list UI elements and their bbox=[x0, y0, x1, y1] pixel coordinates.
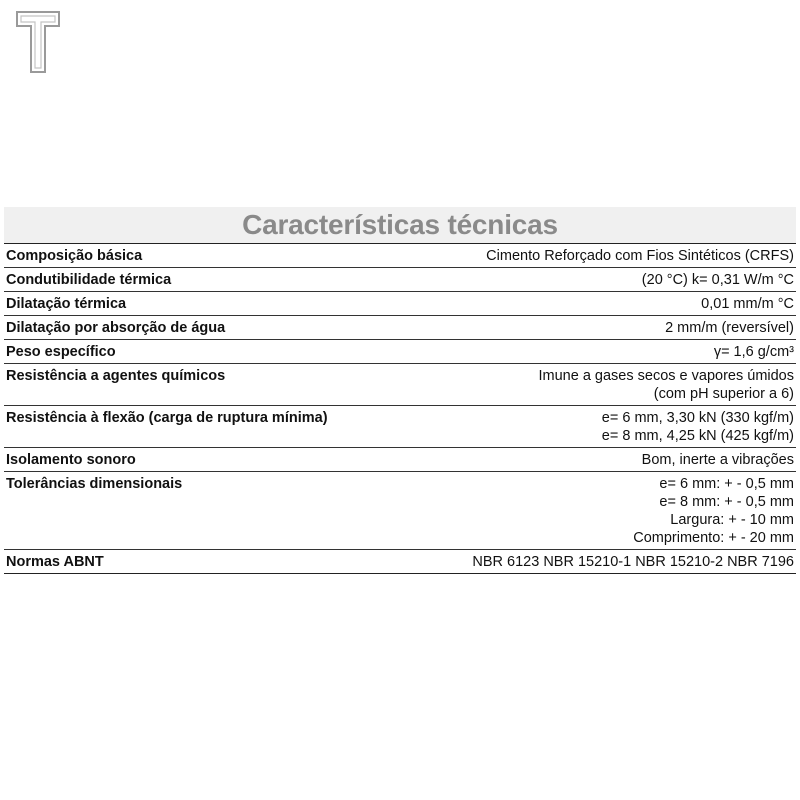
spec-value bbox=[368, 292, 796, 316]
spec-value-line: γ= 1,6 g/cm³ bbox=[713, 344, 794, 360]
spec-label: Tolerâncias dimensionais bbox=[4, 472, 368, 550]
spec-row bbox=[4, 406, 796, 448]
spec-value-line: (20 °C) k= 0,31 W/m °C bbox=[641, 272, 794, 288]
spec-row bbox=[4, 268, 796, 292]
spec-value-line: e= 8 mm: + - 0,5 mm bbox=[659, 494, 794, 510]
spec-value-line: (com pH superior a 6) bbox=[653, 386, 794, 402]
brand-logo-icon bbox=[15, 10, 61, 74]
spec-value bbox=[368, 340, 796, 364]
spec-value bbox=[368, 448, 796, 472]
spec-label: Isolamento sonoro bbox=[4, 448, 368, 472]
spec-label: Resistência a agentes químicos bbox=[4, 364, 368, 406]
spec-row bbox=[4, 340, 796, 364]
spec-value-line: e= 8 mm, 4,25 kN (425 kgf/m) bbox=[601, 428, 794, 444]
spec-value-line: 0,01 mm/m °C bbox=[701, 296, 794, 312]
spec-label: Peso específico bbox=[4, 340, 368, 364]
spec-row bbox=[4, 550, 796, 574]
spec-value-line: Imune a gases secos e vapores úmidos bbox=[538, 368, 794, 384]
specs-title: Características técnicas bbox=[4, 207, 796, 244]
spec-row bbox=[4, 292, 796, 316]
spec-label: Dilatação por absorção de água bbox=[4, 316, 368, 340]
spec-value-line: NBR 6123 NBR 15210-1 NBR 15210-2 NBR 7196 bbox=[472, 554, 794, 570]
spec-value-line: Comprimento: + - 20 mm bbox=[633, 530, 794, 546]
spec-row bbox=[4, 364, 796, 406]
spec-value bbox=[368, 244, 796, 268]
spec-row bbox=[4, 448, 796, 472]
spec-value-line: Largura: + - 10 mm bbox=[670, 512, 794, 528]
spec-value bbox=[368, 316, 796, 340]
spec-value bbox=[368, 472, 796, 550]
spec-value bbox=[368, 268, 796, 292]
spec-value-line: 2 mm/m (reversível) bbox=[665, 320, 794, 336]
spec-value-line: e= 6 mm: + - 0,5 mm bbox=[659, 476, 794, 492]
spec-label: Resistência à flexão (carga de ruptura mínima) bbox=[4, 406, 368, 448]
specs-table bbox=[4, 244, 796, 574]
spec-label: Condutibilidade térmica bbox=[4, 268, 368, 292]
spec-value bbox=[368, 406, 796, 448]
spec-row bbox=[4, 316, 796, 340]
spec-value bbox=[368, 550, 796, 574]
spec-value-line: e= 6 mm, 3,30 kN (330 kgf/m) bbox=[601, 410, 794, 426]
spec-label: Dilatação térmica bbox=[4, 292, 368, 316]
spec-value-line: Cimento Reforçado com Fios Sintéticos (CRFS) bbox=[486, 248, 794, 264]
technical-specs-panel bbox=[4, 207, 796, 574]
spec-row bbox=[4, 244, 796, 268]
spec-value-line: Bom, inerte a vibrações bbox=[641, 452, 794, 468]
spec-label: Normas ABNT bbox=[4, 550, 368, 574]
spec-label: Composição básica bbox=[4, 244, 368, 268]
spec-value bbox=[368, 364, 796, 406]
spec-row bbox=[4, 472, 796, 550]
